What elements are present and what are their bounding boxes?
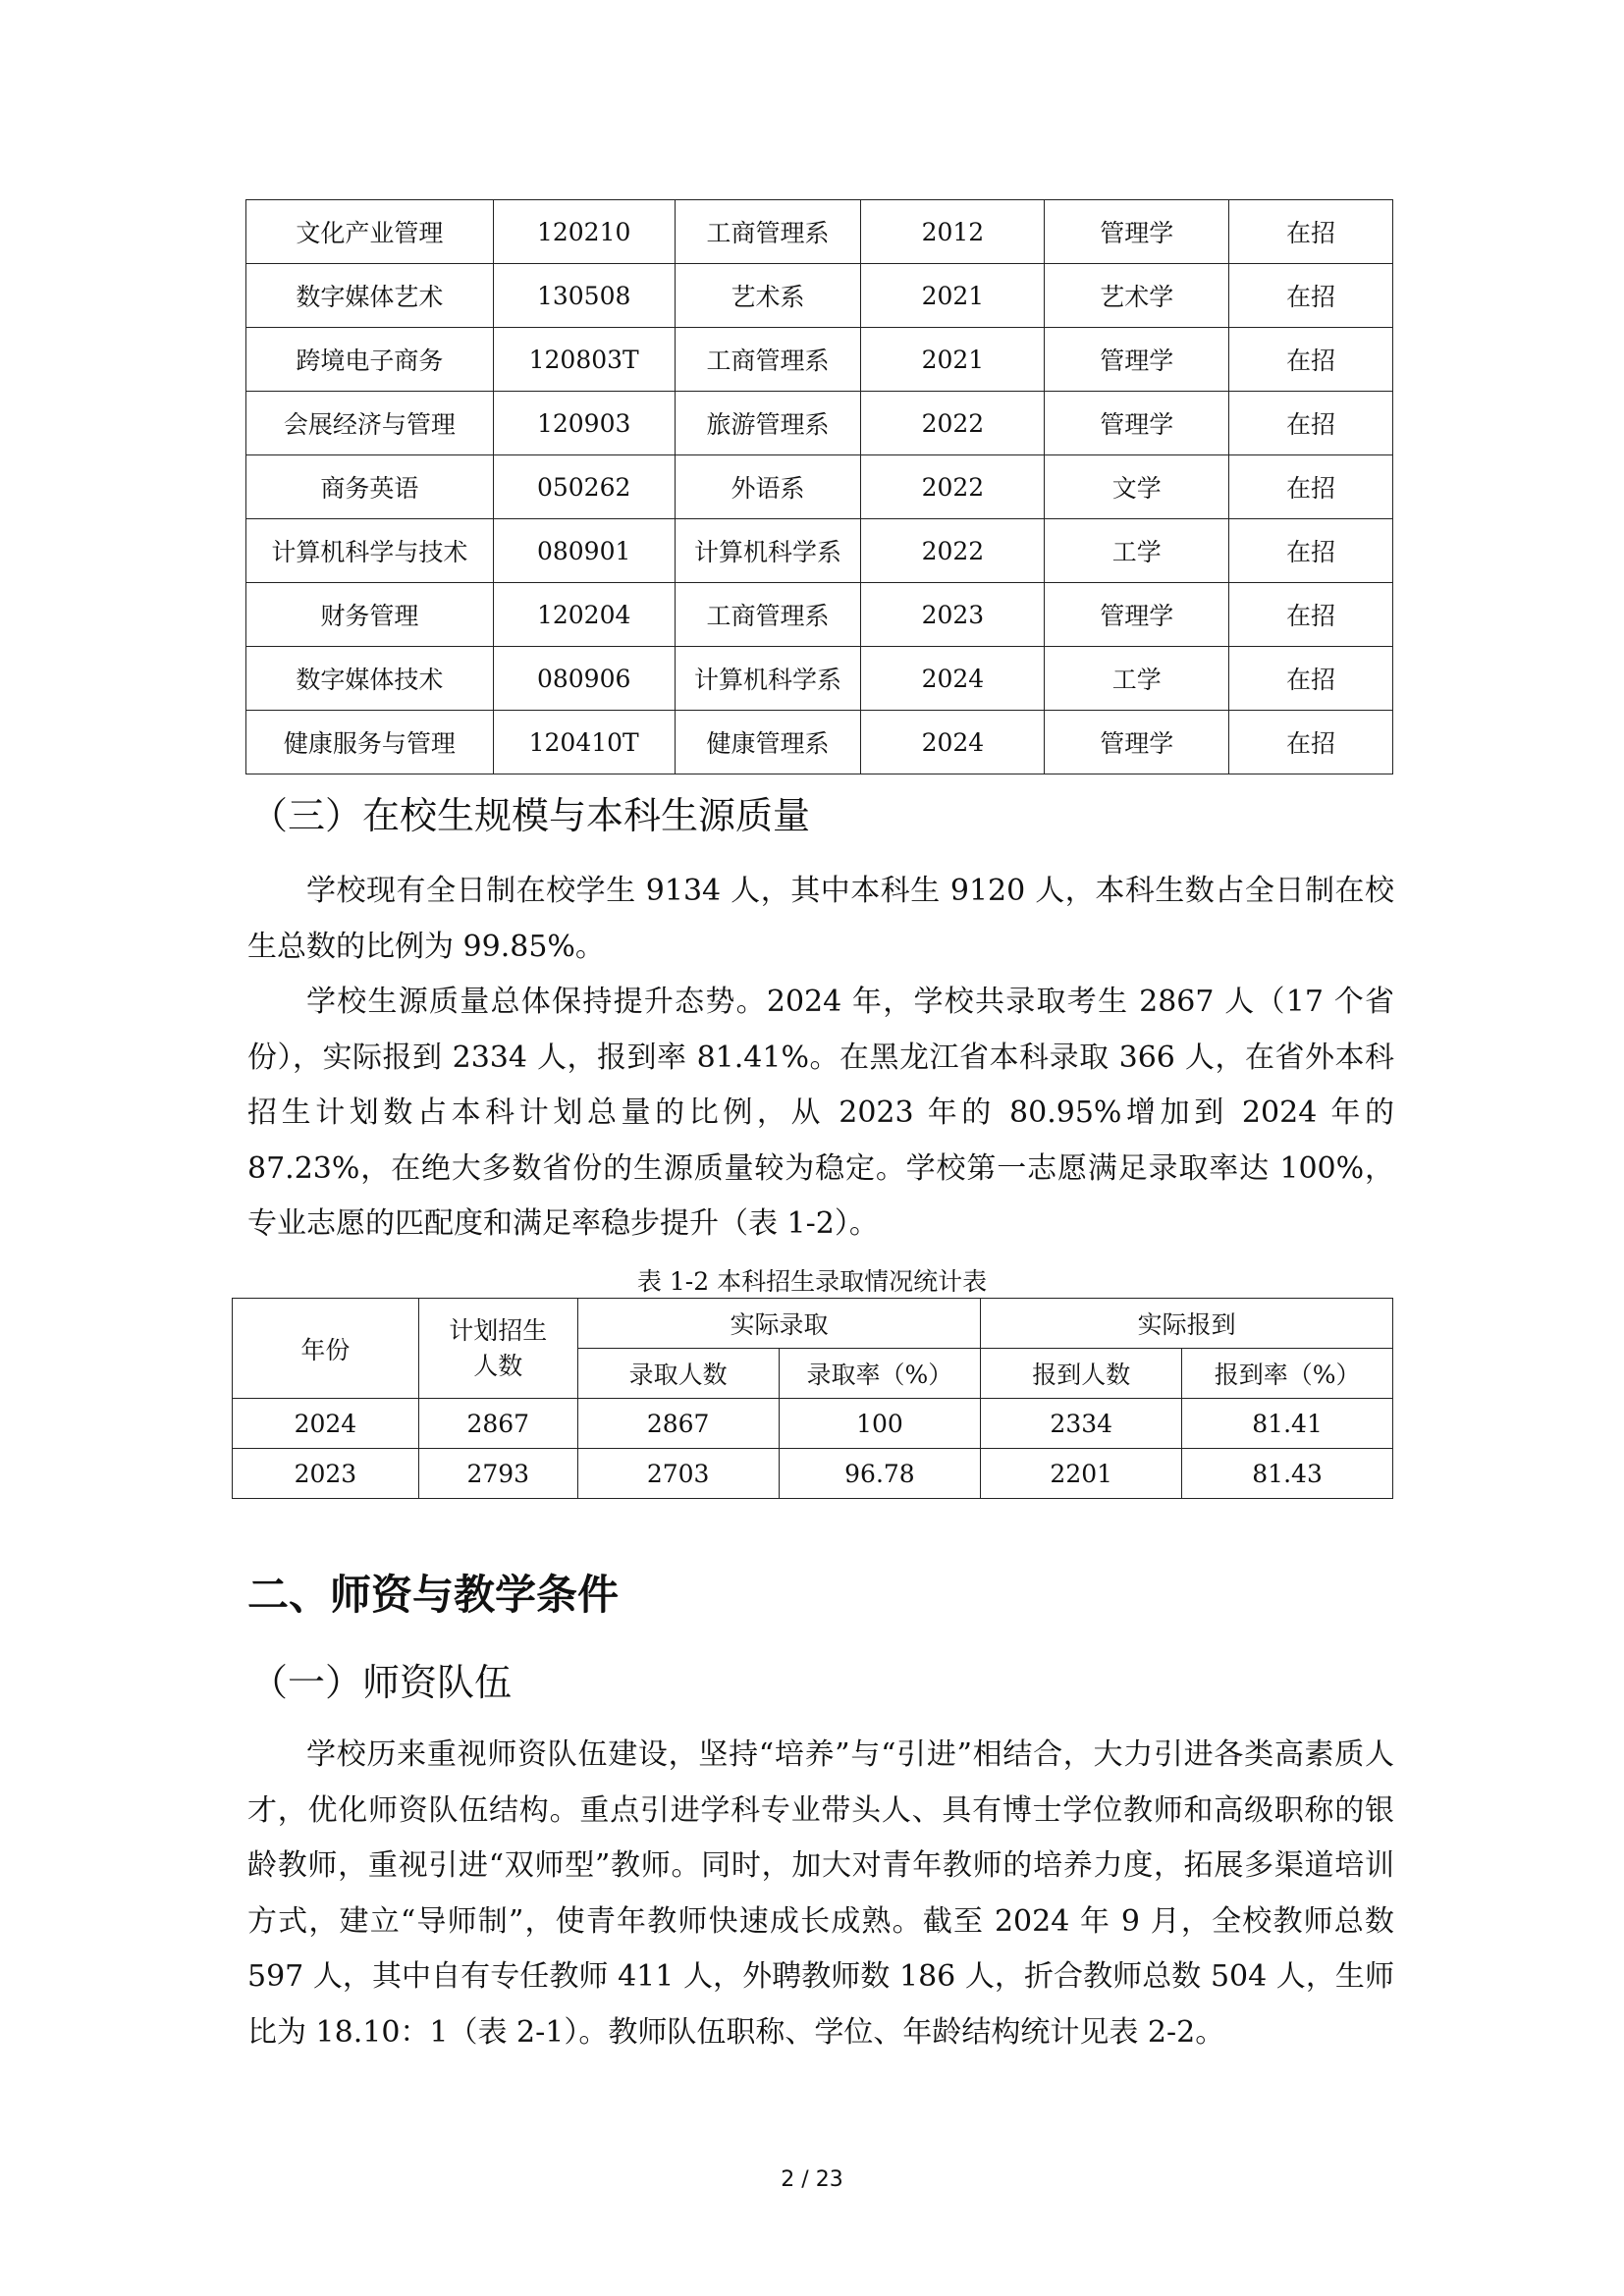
table-header-row (233, 1299, 1393, 1349)
cell-code: 120204 (493, 583, 675, 647)
cell-admit_rate: 100 (779, 1399, 981, 1449)
cell-dept: 健康管理系 (675, 711, 861, 774)
cell-discipline: 管理学 (1045, 392, 1229, 455)
table-row (246, 647, 1393, 711)
table-row (246, 711, 1393, 774)
header-report-rate: 报到率（%） (1182, 1349, 1393, 1399)
cell-discipline: 管理学 (1045, 711, 1229, 774)
cell-year: 2023 (861, 583, 1045, 647)
cell-status: 在招 (1229, 392, 1393, 455)
paragraph-enrollment-quality: 学校生源质量总体保持提升态势。2024 年，学校共录取考生 2867 人（17 个省份），实际报到 2334 人，报到率 81.41%。在黑龙江省本科录取 366 人，在省外本科招生计划数占本科计划总量的比例，从 2023 年的 80.95%增加到 2024 年的 87.23%，在绝大多数省份的生源质量较为稳定。学校第一志愿满足录取率达 100%，专业志愿的匹配度和满足率稳步提升（表 1-2）。 (247, 985, 1394, 1241)
page-number: 2 / 23 (781, 2167, 843, 2192)
cell-dept: 工商管理系 (675, 200, 861, 264)
table-row (233, 1449, 1393, 1499)
cell-name: 文化产业管理 (246, 200, 494, 264)
cell-name: 数字媒体技术 (246, 647, 494, 711)
table-row (246, 455, 1393, 519)
cell-name: 商务英语 (246, 455, 494, 519)
cell-report_rate: 81.43 (1182, 1449, 1393, 1499)
cell-status: 在招 (1229, 647, 1393, 711)
cell-year: 2024 (861, 647, 1045, 711)
cell-discipline: 工学 (1045, 647, 1229, 711)
cell-year: 2024 (861, 711, 1045, 774)
table-row (246, 392, 1393, 455)
cell-code: 120210 (493, 200, 675, 264)
cell-name: 计算机科学与技术 (246, 519, 494, 583)
cell-status: 在招 (1229, 711, 1393, 774)
cell-report_rate: 81.41 (1182, 1399, 1393, 1449)
cell-dept: 计算机科学系 (675, 519, 861, 583)
cell-dept: 工商管理系 (675, 328, 861, 392)
enrollment-table-body (233, 1399, 1393, 1499)
cell-year: 2022 (861, 519, 1045, 583)
cell-name: 健康服务与管理 (246, 711, 494, 774)
table-row (246, 264, 1393, 328)
cell-dept: 旅游管理系 (675, 392, 861, 455)
chapter-heading-faculty: 二、师资与教学条件 (247, 1571, 620, 1619)
cell-year: 2022 (861, 392, 1045, 455)
cell-name: 数字媒体艺术 (246, 264, 494, 328)
majors-table-body (246, 200, 1393, 774)
paragraph-student-scale: 学校现有全日制在校学生 9134 人，其中本科生 9120 人，本科生数占全日制在校生总数的比例为 99.85%。 (247, 874, 1394, 964)
cell-dept: 外语系 (675, 455, 861, 519)
header-admit-rate: 录取率（%） (779, 1349, 981, 1399)
cell-code: 130508 (493, 264, 675, 328)
cell-dept: 工商管理系 (675, 583, 861, 647)
paragraph-faculty: 学校历来重视师资队伍建设，坚持“培养”与“引进”相结合，大力引进各类高素质人才，优化师资队伍结构。重点引进学科专业带头人、具有博士学位教师和高级职称的银龄教师，重视引进“双师型”教师。同时，加大对青年教师的培养力度，拓展多渠道培训方式，建立“导师制”，使青年教师快速成长成熟。截至 2024 年 9 月，全校教师总数 597 人，其中自有专任教师 411 人，外聘教师数 186 人，折合教师总数 504 人，生师比为 18.10：1（表 2-1）。教师队伍职称、学位、年龄结构统计见表 2-2。 (247, 1737, 1394, 2050)
table-row (233, 1399, 1393, 1449)
cell-code: 080901 (493, 519, 675, 583)
cell-year: 2022 (861, 455, 1045, 519)
cell-status: 在招 (1229, 264, 1393, 328)
cell-status: 在招 (1229, 455, 1393, 519)
header-actual-admission: 实际录取 (577, 1299, 981, 1349)
cell-code: 050262 (493, 455, 675, 519)
cell-status: 在招 (1229, 583, 1393, 647)
majors-table (245, 199, 1393, 774)
cell-year: 2012 (861, 200, 1045, 264)
cell-discipline: 管理学 (1045, 583, 1229, 647)
section-heading-faculty-team: （一）师资队伍 (250, 1661, 513, 1704)
cell-discipline: 文学 (1045, 455, 1229, 519)
cell-code: 120410T (493, 711, 675, 774)
cell-plan: 2867 (418, 1399, 577, 1449)
header-report-count: 报到人数 (981, 1349, 1182, 1399)
cell-report: 2334 (981, 1399, 1182, 1449)
cell-code: 120903 (493, 392, 675, 455)
cell-name: 跨境电子商务 (246, 328, 494, 392)
cell-plan: 2793 (418, 1449, 577, 1499)
header-admit-count: 录取人数 (577, 1349, 779, 1399)
cell-name: 财务管理 (246, 583, 494, 647)
cell-dept: 艺术系 (675, 264, 861, 328)
cell-report: 2201 (981, 1449, 1182, 1499)
cell-admit: 2867 (577, 1399, 779, 1449)
cell-discipline: 工学 (1045, 519, 1229, 583)
cell-admit: 2703 (577, 1449, 779, 1499)
section-heading-enrollment: （三）在校生规模与本科生源质量 (250, 794, 811, 837)
cell-discipline: 管理学 (1045, 200, 1229, 264)
cell-status: 在招 (1229, 519, 1393, 583)
cell-discipline: 管理学 (1045, 328, 1229, 392)
cell-status: 在招 (1229, 328, 1393, 392)
table-row (246, 200, 1393, 264)
table-row (246, 519, 1393, 583)
cell-code: 120803T (493, 328, 675, 392)
cell-year: 2024 (233, 1399, 419, 1449)
cell-year: 2021 (861, 264, 1045, 328)
cell-dept: 计算机科学系 (675, 647, 861, 711)
cell-discipline: 艺术学 (1045, 264, 1229, 328)
cell-status: 在招 (1229, 200, 1393, 264)
header-year: 年份 (233, 1299, 419, 1399)
table-row (246, 328, 1393, 392)
header-actual-report: 实际报到 (981, 1299, 1393, 1349)
cell-admit_rate: 96.78 (779, 1449, 981, 1499)
header-plan: 计划招生人数 (418, 1299, 577, 1399)
table-caption: 表 1-2 本科招生录取情况统计表 (636, 1267, 988, 1296)
cell-name: 会展经济与管理 (246, 392, 494, 455)
cell-code: 080906 (493, 647, 675, 711)
table-row (246, 583, 1393, 647)
cell-year: 2021 (861, 328, 1045, 392)
enrollment-table (232, 1298, 1393, 1499)
cell-year: 2023 (233, 1449, 419, 1499)
